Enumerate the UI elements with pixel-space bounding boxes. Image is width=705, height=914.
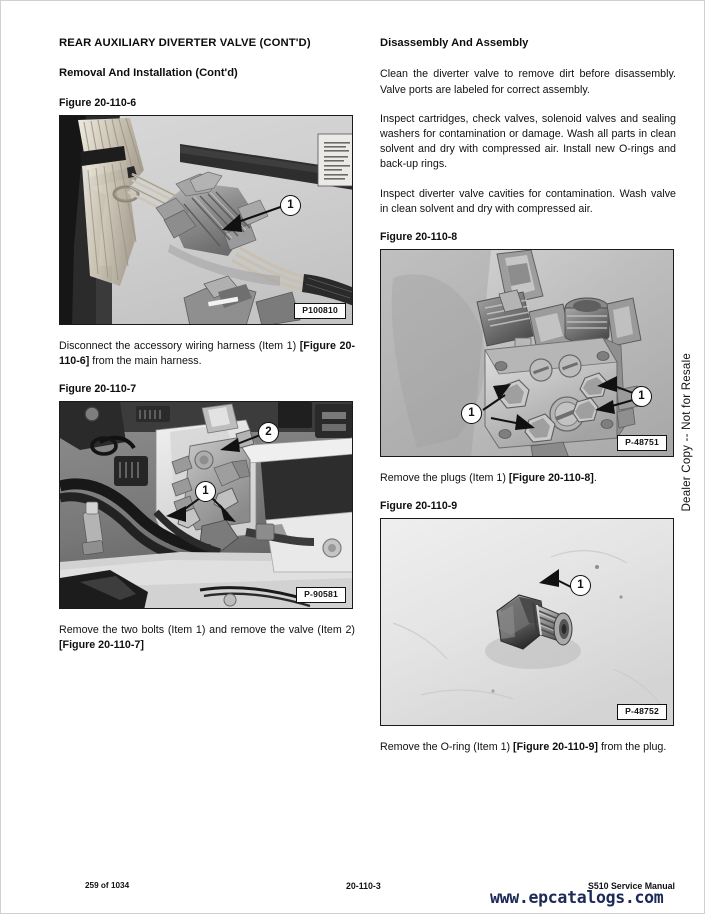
figure-image-20-110-6 xyxy=(59,115,353,325)
figure-id-20-110-9: P-48752 xyxy=(617,704,667,719)
figure-label-20-110-7: Figure 20-110-7 xyxy=(59,383,137,396)
footer-manual-name: S510 Service Manual xyxy=(587,881,675,891)
caption-20-110-8: Remove the plugs (Item 1) [Figure 20-110-8]. xyxy=(380,471,597,484)
figure-label-20-110-8: Figure 20-110-8 xyxy=(380,230,458,243)
figure-image-20-110-8 xyxy=(380,249,674,457)
callout-f7-1: 1 xyxy=(195,481,216,502)
section-subheading: Removal And Installation (Cont'd) xyxy=(59,66,238,79)
footer-page-indicator: 259 of 1034 xyxy=(85,881,130,890)
page-title: REAR AUXILIARY DIVERTER VALVE (CONT'D) xyxy=(59,37,311,49)
paragraph-inspect-cartridges: Inspect cartridges, check valves, solenoid valves and sealing washers for contamination or damage. Wash all parts in clean solvent and dry with compressed air. Install new O-rings and back-up rings. xyxy=(380,112,676,171)
figure-image-20-110-7 xyxy=(59,401,353,609)
callout-f6-1: 1 xyxy=(280,195,301,216)
footer-section-number: 20-110-3 xyxy=(346,881,381,891)
figure-label-20-110-6: Figure 20-110-6 xyxy=(59,96,137,109)
leader-line-f6-1 xyxy=(60,116,353,325)
figure-label-20-110-9: Figure 20-110-9 xyxy=(380,499,458,512)
left-column xyxy=(59,37,355,653)
callout-f9-1: 1 xyxy=(570,575,591,596)
callout-f8-right: 1 xyxy=(631,386,652,407)
right-column xyxy=(380,37,676,755)
leader-line-f8-left xyxy=(381,250,674,457)
caption-20-110-6: Disconnect the accessory wiring harness (Item 1) [Figure 20-110-6] from the main harness. xyxy=(59,339,356,367)
caption-20-110-9: Remove the O-ring (Item 1) [Figure 20-110-9] from the plug. xyxy=(380,740,667,753)
dealer-copy-notice: Dealer Copy -- Not for Resale xyxy=(680,353,693,512)
paragraph-inspect-cavities: Inspect diverter valve cavities for contamination. Wash valve in clean solvent and dry with compressed air. xyxy=(380,187,676,215)
leader-line-f9-1 xyxy=(381,519,674,726)
leader-line-f7-1 xyxy=(60,402,353,609)
figure-id-20-110-8: P-48751 xyxy=(617,435,667,450)
figure-id-20-110-7: P-90581 xyxy=(296,587,346,602)
figure-image-20-110-9 xyxy=(380,518,674,726)
watermark-epcatalogs: www.epcatalogs.com xyxy=(490,888,664,907)
caption-20-110-7: Remove the two bolts (Item 1) and remove the valve (Item 2) [Figure 20-110-7] xyxy=(59,623,355,651)
figure-id-20-110-6: P100810 xyxy=(294,303,346,318)
paragraph-clean-valve: Clean the diverter valve to remove dirt before disassembly. Valve ports are labeled for correct assembly. xyxy=(380,68,676,96)
callout-f8-left: 1 xyxy=(461,403,482,424)
callout-f7-2: 2 xyxy=(258,422,279,443)
disassembly-heading: Disassembly And Assembly xyxy=(380,37,529,49)
